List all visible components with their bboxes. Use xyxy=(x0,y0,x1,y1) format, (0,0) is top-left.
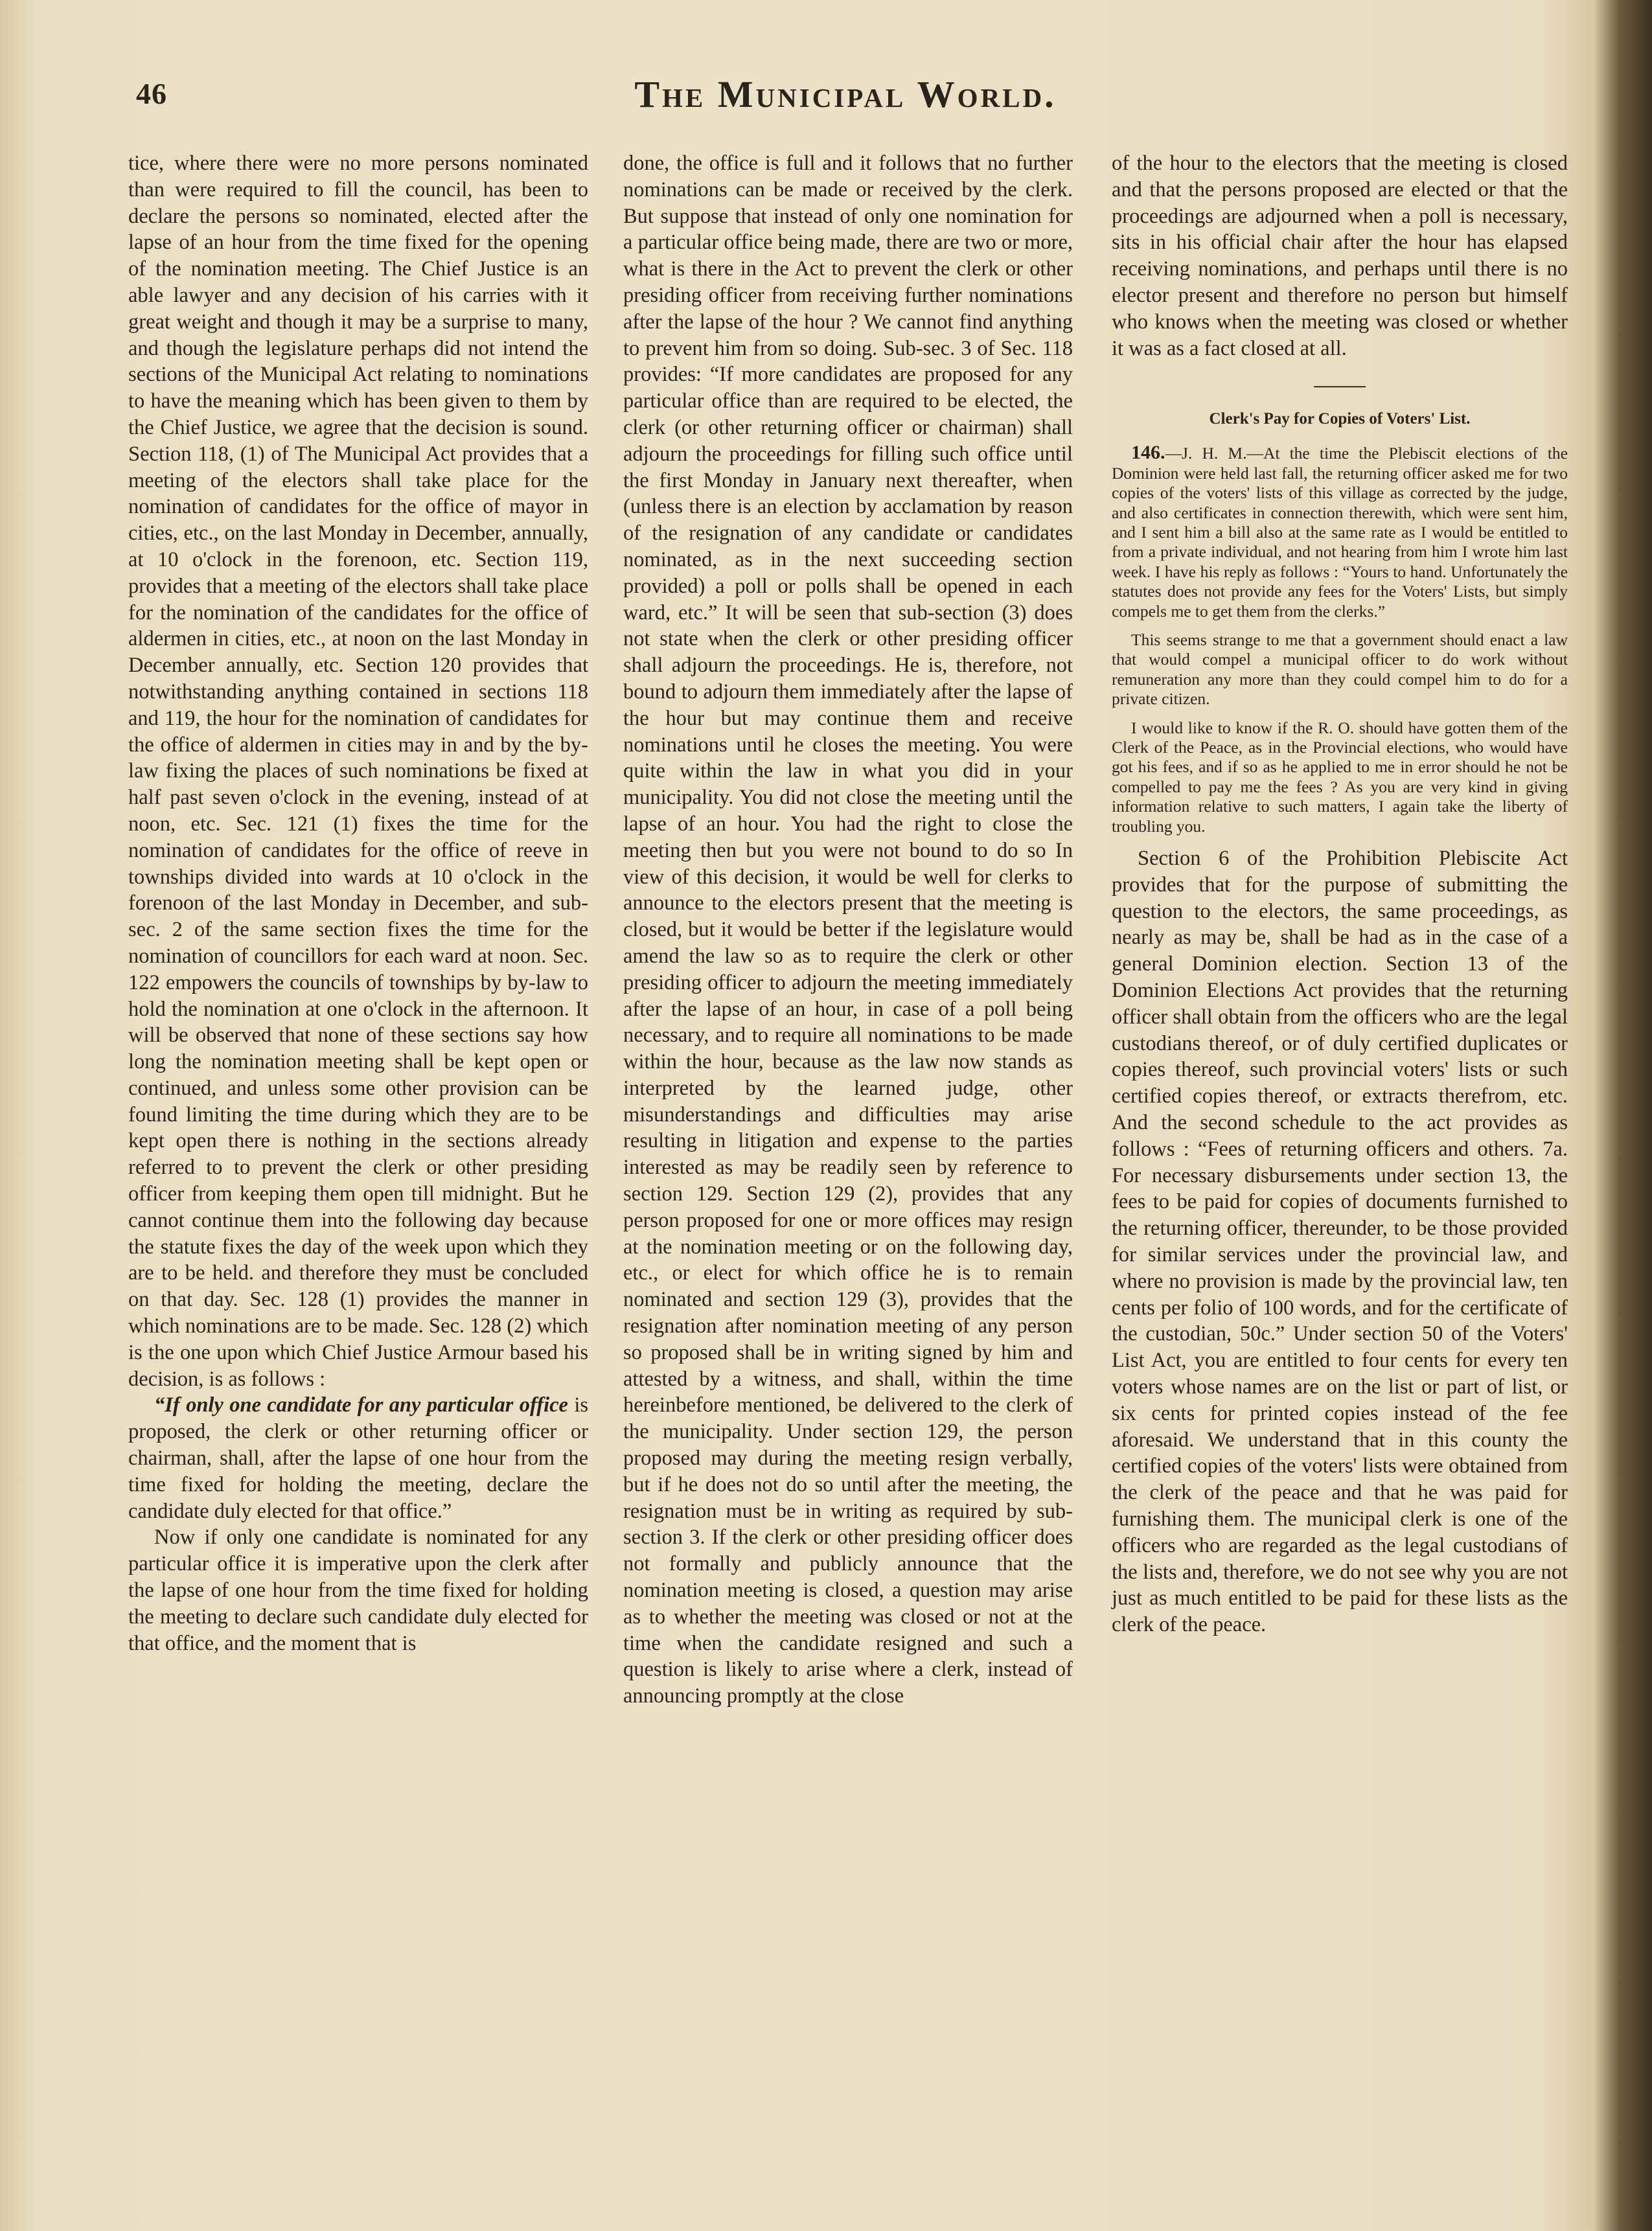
col1-quote-rest: is proposed, the clerk or other returning officer or chairman, shall, after the lapse of one hour from the time fixed for holding the meeting, declare the candidate duly elected for that office.” xyxy=(128,1393,588,1523)
reader-letter xyxy=(1112,443,1568,836)
letter-paragraph-2: This seems strange to me that a government should enact a law that would compel a municipal officer to do work without remuneration any more than they could compel him to do for a private citizen. xyxy=(1112,630,1568,709)
section-heading: Clerk's Pay for Copies of Voters' List. xyxy=(1209,410,1471,428)
col3-answer-paragraph: Section 6 of the Prohibition Plebiscite Act provides that for the purpose of submitting the question to the electors, the same proceedings, as nearly as may be, shall be had as in the case of a general Dominion election. Section 13 of the Dominion Elections Act provides that the returning officer shall obtain from the officers who are the legal custodians thereof, or of duly certified duplicates or copies thereof, such provincial voters' lists or such certified copies thereof, or extracts therefrom, etc. And the second schedule to the act provides as follows : “Fees of returning officers and others. 7a. For necessary disbursements under section 13, the fees to be paid for copies of documents furnished to the returning officer, thereunder, to be those provided for similar services under the provincial law, and where no provision is made by the provincial law, ten cents per folio of 100 words, and for the certificate of the custodian, 50c.” Under section 50 of the Voters' List Act, you are entitled to four cents for every ten voters whose names are on the list or part of list, or six cents for printed copies instead of the fee aforesaid. We understand that in this county the certified copies of the voters' lists were obtained from the clerk of the peace and that he was paid for furnishing them. The municipal clerk is one of the officers who are regarded as the legal custodians of the lists and, therefore, we do not see why you are not just as much entitled to be paid for these lists as the clerk of the peace. xyxy=(1112,847,1568,1637)
column-middle xyxy=(623,150,1073,1710)
column-left xyxy=(128,150,588,1656)
col1-quote xyxy=(128,1392,588,1524)
letter-paragraph-1 xyxy=(1112,443,1568,621)
letter-paragraph-3: I would like to know if the R. O. should have gotten them of the Clerk of the Peace, as in the Provincial elections, who would have got his fees, and if so as he applied to me in error should he not be compelled to pay me the fees ? As you are very kind in giving information relative to such matters, I again take the liberty of troubling you. xyxy=(1112,718,1568,836)
page-header xyxy=(117,73,1574,124)
col1-paragraph-3: Now if only one candidate is nominated for any particular office it is imperative upon the clerk after the lapse of one hour from the time fixed for holding the meeting to declare such candidate duly elected for that office, and the moment that is xyxy=(128,1526,588,1655)
section-divider xyxy=(1314,386,1366,387)
journal-title: The Municipal World. xyxy=(634,73,1057,115)
col2-paragraph-1: done, the office is full and it follows that no further nominations can be made or received by the clerk. But suppose that instead of only one nomination for a particular office being made, there are two or more, what is there in the Act to prevent the clerk or other presiding officer from receiving further nominations after the lapse of the hour ? We cannot find anything to prevent him from so doing. Sub-sec. 3 of Sec. 118 provides: “If more candidates are proposed for any particular office than are required to be elected, the clerk (or other returning officer or chairman) shall adjourn the proceedings for filling such office until the first Monday in January next thereafter, when (unless there is an election by acclamation by reason of the resignation of any candidate or candidates nominated, as in the next succeeding section provided) a poll or polls shall be opened in each ward, etc.” It will be seen that sub-section (3) does not state when the clerk or other presiding officer shall adjourn the proceedings. He is, therefore, not bound to adjourn them immediately after the lapse of the hour but may continue them and receive nominations until he closes the meeting. You were quite within the law in what you did in your municipality. You did not close the meeting until the lapse of an hour. You had the right to close the meeting then but you were not bound to do so In view of this decision, it would be well for clerks to announce to the electors present that the meeting is closed, but it would be better if the legislature would amend the law so as to require the clerk or other presiding officer to adjourn the meeting immediately after the lapse of an hour, in case of a poll being necessary, and to require all nominations to be made within the hour, because as the law now stands as interpreted by the learned judge, other misunderstandings and difficulties may arise resulting in litigation and expense to the parties interested as may be readily seen by reference to section 129. Section 129 (2), provides that any person proposed for one or more offices may resign at the nomination meeting or on the following day, etc., or elect for which office he is to remain nominated and section 129 (3), provides that the resignation after nomination meeting of any person so proposed shall be in writing signed by him and attested by a witness, and shall, within the time hereinbefore mentioned, be delivered to the clerk of the municipality. Under section 129, the person proposed may during the meeting resign verbally, but if he does not do so until after the meeting, the resignation must be in writing as required by sub-section 3. If the clerk or other presiding officer does not formally and publicly announce that the nomination meeting is closed, a question may arise as to whether the meeting was closed or not at the time when the candidate resigned and such a question is likely to arise where a clerk, instead of announcing promptly at the close xyxy=(623,152,1073,1708)
col3-paragraph-1: of the hour to the electors that the meeting is closed and that the persons proposed are elected or that the proceedings are adjourned when a poll is necessary, sits in his official chair after the hour has elapsed receiving nominations, and perhaps until there is no elector present and therefore no person but himself who knows when the meeting was closed or whether it was as a fact closed at all. xyxy=(1112,152,1568,360)
letter-text-1: —J. H. M.—At the time the Plebiscit elections of the Dominion were held last fall, the returning officer asked me for two copies of the voters' lists of this village as corrected by the judge, and also certificates in connection therewith, which were sent him, and I sent him a bill also at the same rate as I would be entitled to from a private individual, and not hearing from him I wrote him last week. I have his reply as follows : “Yours to hand. Unfortunately the statutes does not provide any fees for the Voters' Lists, but simply compels me to get them from the clerks.” xyxy=(1112,444,1568,621)
page-number: 46 xyxy=(136,77,167,110)
col1-quote-emphasis: “If only one candidate for any particular office xyxy=(154,1393,568,1417)
question-number: 146. xyxy=(1131,442,1165,464)
column-right xyxy=(1112,150,1568,1638)
col1-paragraph-1: tice, where there were no more persons nominated than were required to fill the council, has been to declare the persons so nominated, elected after the lapse of an hour from the time fixed for the opening of the nomination meeting. The Chief Justice is an able lawyer and any decision of his carries with it great weight and though it may be a surprise to many, and though the legislature perhaps did not intend the sections of the Municipal Act relating to nominations to have the meaning which has been given to them by the Chief Justice, we agree that the decision is sound. Section 118, (1) of The Municipal Act provides that a meeting of the electors shall take place for the nomination of candidates for the office of mayor in cities, etc., on the last Monday in December, annually, at 10 o'clock in the forenoon, etc. Section 119, provides that a meeting of the electors shall take place for the nomination of the candidates for the office of aldermen in cities, etc., at noon on the last Monday in December annually, etc. Section 120 provides that notwithstanding anything contained in sections 118 and 119, the hour for the nomination of candidates for the office of aldermen in cities may in and by the by-law fixing the places of such nominations be fixed at half past seven o'clock in the evening, instead of at noon, etc. Sec. 121 (1) fixes the time for the nomination of candidates for the office of reeve in townships divided into wards at 10 o'clock in the forenoon of the last Monday in December, and sub-sec. 2 of the same section fixes the time for the nomination of councillors for each ward at noon. Sec. 122 empowers the councils of townships by by-law to hold the nomination at one o'clock in the afternoon. It will be observed that none of these sections say how long the nomination meeting shall be kept open or continued, and unless some other provision can be found limiting the time during which they are to be kept open there is nothing in the sections already referred to to prevent the clerk or other presiding officer from keeping them open till midnight. But he cannot continue them into the following day because the statute fixes the day of the week upon which they are to be held. and therefore they must be concluded on that day. Sec. 128 (1) provides the manner in which nominations are to be made. Sec. 128 (2) which is the one upon which Chief Justice Armour based his decision, is as follows : xyxy=(128,152,588,1391)
